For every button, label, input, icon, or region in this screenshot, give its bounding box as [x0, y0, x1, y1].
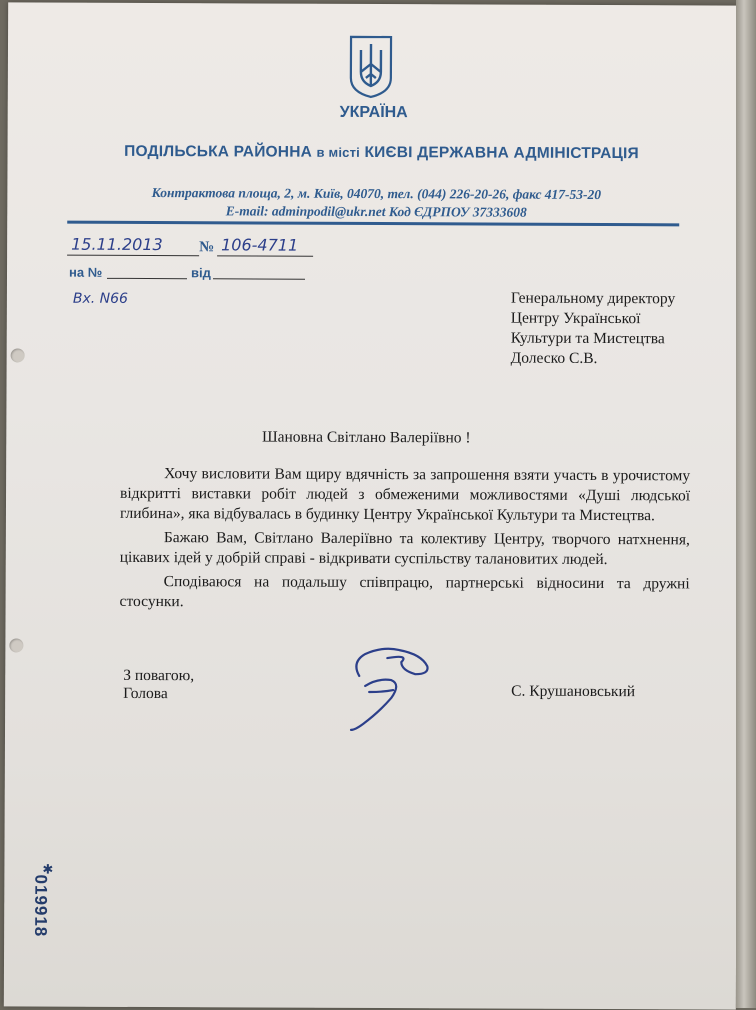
- number-sign: №: [199, 239, 215, 256]
- signatory-name: С. Крушановський: [511, 682, 636, 701]
- country-name: УКРАЇНА: [339, 103, 408, 122]
- body-paragraph: Бажаю Вам, Світлано Валеріївно та колективу Центру, творчого натхнення, цікавих ідей у добрій справі - відкривати суспільству талановитих людей.: [119, 529, 690, 569]
- body-paragraph: Хочу висловити Вам щиру вдячність за запрошення взяти участь в урочистому відкритті виставки робіт людей з обмеженими можливостями «Душі людської глибина», яка відбувалась в будинку Центру Української Культури та Мистецтва.: [119, 465, 691, 525]
- serial-number-block: [26, 874, 50, 960]
- salutation: Шановна Світлано Валеріївно !: [261, 428, 471, 447]
- addressee-line: Культури та Мистецтва: [510, 329, 665, 348]
- coat-of-arms-icon: [348, 34, 394, 100]
- reference-from-label: від: [190, 265, 211, 281]
- registration-date: 15.11.2013: [71, 234, 163, 255]
- letter-page: [4, 2, 740, 1009]
- date-underline: [67, 255, 199, 257]
- organization-name: [82, 143, 682, 164]
- header-divider: [67, 221, 679, 227]
- organization-name-part1: ПОДІЛЬСЬКА РАЙОННА: [124, 142, 313, 161]
- addressee-line: Долеско С.В.: [510, 349, 598, 367]
- incoming-number: Вх. N66: [72, 290, 129, 307]
- body-paragraph: Сподіваюся на подальшу співпрацю, партнерські відносини та дружні стосунки.: [119, 573, 690, 611]
- punch-hole: [9, 638, 23, 652]
- handwritten-signature: [343, 640, 439, 736]
- registration-number: 106-4711: [221, 235, 299, 255]
- closing-position: Голова: [123, 684, 168, 703]
- addressee-block: [511, 289, 676, 370]
- organization-name-part2: в місті: [316, 144, 361, 160]
- serial-number: 019918: [31, 874, 51, 938]
- star-icon: ✱: [42, 861, 54, 877]
- letter-body: [120, 464, 691, 614]
- number-underline: [217, 255, 313, 256]
- reference-underline: [107, 278, 187, 279]
- address-line: Контрактова площа, 2, м. Київ, 04070, тел. (044) 226-20-26, факс 417-53-20: [151, 185, 602, 202]
- email-line: E-mail: adminpodil@ukr.net Код ЄДРПОУ 37333608: [225, 203, 527, 220]
- addressee-line: Генеральному директору: [510, 289, 676, 308]
- punch-hole: [11, 348, 25, 362]
- reference-label: на №: [68, 264, 103, 280]
- addressee-line: Центру Української: [510, 309, 641, 328]
- organization-name-part3: КИЄВІ ДЕРЖАВНА АДМІНІСТРАЦІЯ: [364, 143, 639, 163]
- closing-regards: З повагою,: [123, 666, 195, 685]
- page-edge-background: [736, 0, 756, 1008]
- reference-from-underline: [213, 278, 305, 279]
